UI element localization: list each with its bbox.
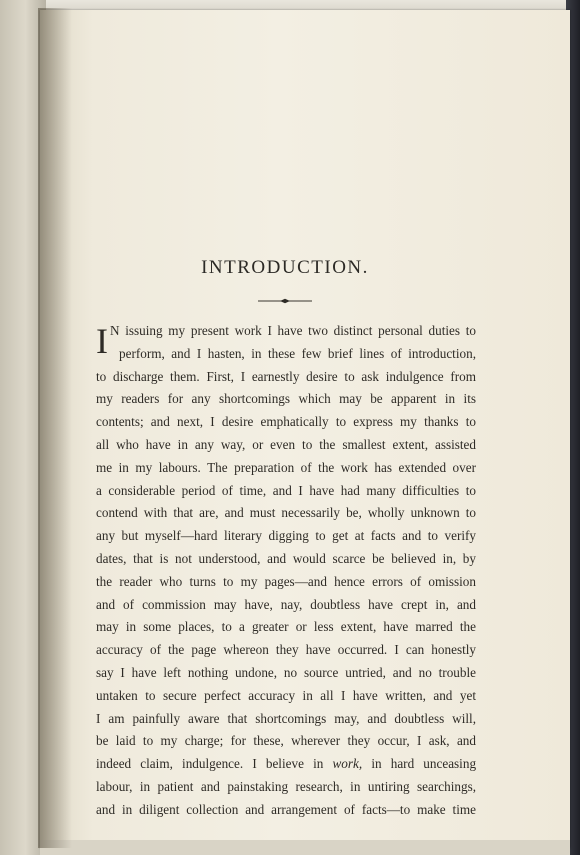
text-line: and in diligent collection and arrangement of facts—to make time [96, 801, 476, 817]
text-line: dates, that is not understood, and would scarce be believed in, by [96, 550, 476, 566]
text-line: any but myself—hard literary digging to get at facts and to verify [96, 528, 476, 544]
text-line: and of commission may have, nay, doubtless have crept in, and [96, 596, 476, 612]
text-line: be laid to my charge; for these, wherever they occur, I ask, and [96, 733, 476, 749]
text-line: all who have in any way, or even to the smallest extent, assisted [96, 436, 476, 452]
text-segment: indeed claim, indulgence. I believe in [96, 756, 324, 772]
text-line: I am painfully aware that shortcomings may, and doubtless will, [96, 710, 476, 726]
page-bottom-edge [40, 840, 570, 855]
text-line: contents; and next, I desire emphatically to express my thanks to [96, 414, 476, 430]
page-title: INTRODUCTION. [201, 257, 369, 278]
text-line: contend with that are, and must necessarily be, wholly unknown to [96, 505, 476, 521]
text-line: a considerable period of time, and I have had many difficulties to [96, 482, 476, 498]
text-line: N issuing my present work I have two distinct personal duties to [110, 323, 476, 338]
text-segment: in hard unceasing [371, 756, 477, 772]
text-line: say I have left nothing undone, no source untried, and no trouble [96, 664, 476, 680]
text-line: perform, and I hasten, in these few brief lines of introduction, [119, 345, 476, 361]
text-line: accuracy of the page whereon they have occurred. I can honestly [96, 642, 476, 658]
text-line: my readers for any shortcomings which may be apparent in its [96, 391, 476, 407]
text-line: to discharge them. First, I earnestly desire to ask indulgence from [96, 368, 476, 384]
text-line: the reader who turns to my pages—and hence errors of omission [96, 573, 476, 589]
introduction-text [96, 320, 476, 822]
text-line: untaken to secure perfect accuracy in all I have written, and yet [96, 687, 476, 703]
drop-cap: I [96, 321, 108, 361]
text-line: labour, in patient and painstaking research, in untiring searchings, [96, 778, 476, 794]
text-line-with-italic [96, 753, 476, 776]
text-line: may in some places, to a greater or less extent, have marred the [96, 619, 476, 635]
ornament-divider [258, 298, 312, 304]
text-line: me in my labours. The preparation of the work has extended over [96, 459, 476, 475]
italic-word: work, [332, 756, 363, 772]
